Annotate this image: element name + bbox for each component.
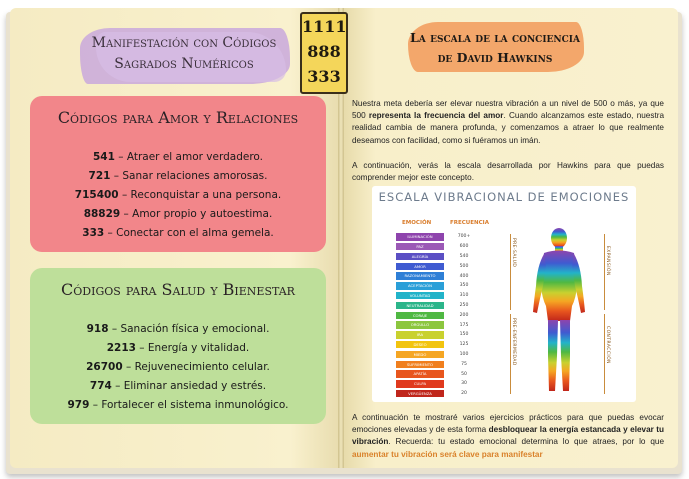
emotion-row	[396, 232, 506, 242]
frequency-value: 600	[459, 244, 469, 250]
chart-title: ESCALA VIBRACIONAL DE EMOCIONES	[378, 190, 630, 204]
emotion-row	[396, 389, 506, 399]
human-silhouette-icon	[524, 226, 594, 396]
emotion-row	[396, 330, 506, 340]
frequency-value: 200	[459, 312, 469, 318]
intro-text-bold: representa la frecuencia del amor	[368, 111, 504, 121]
code-description: – Fortalecer el sistema inmunológico.	[89, 399, 289, 411]
love-codes-card	[30, 96, 326, 252]
emotion-bars	[396, 232, 506, 399]
pre-salud-label: PRE-SALUD	[511, 238, 516, 268]
exercises-text-highlight: aumentar tu vibración será clave para manifestar	[352, 449, 543, 459]
scale-intro-paragraph: A continuación, verás la escala desarrollada por Hawkins para que puedas comprender mejor este concepto.	[352, 161, 664, 183]
emotion-bar: ILUMINACIÓN	[396, 233, 444, 240]
health-codes-title: Códigos para Salud y Bienestar	[61, 280, 295, 299]
emotion-bar: ALEGRÍA	[396, 253, 444, 260]
frequency-value: 30	[461, 381, 467, 387]
code-number: 2213	[106, 342, 136, 354]
frequency-value: 540	[459, 253, 469, 259]
code-number: 715400	[74, 189, 119, 201]
frequency-value: 250	[459, 302, 469, 308]
code-number: 774	[89, 380, 112, 392]
code-description: – Rejuvenecimiento celular.	[122, 361, 270, 373]
emotion-row	[396, 350, 506, 360]
right-page-title	[400, 28, 590, 68]
emotion-row	[396, 261, 506, 271]
vibration-scale-chart	[372, 186, 636, 402]
frequency-value: 20	[461, 391, 467, 397]
code-item	[30, 224, 326, 243]
emotion-bar: CULPA	[396, 380, 444, 387]
emotion-row	[396, 291, 506, 301]
emotion-bar: SUFRIMIENTO	[396, 361, 444, 368]
code-item	[30, 396, 326, 415]
code-number: 26700	[86, 361, 123, 373]
emotion-row	[396, 320, 506, 330]
intro-text-c: . Cuando alcanzamos este estado, nuestra realidad cambia de manera profunda, y comenzamos a atraer lo que realmente deseamos con facilidad, como si fuéramos un imán.	[352, 111, 665, 145]
code-number: 721	[88, 170, 111, 182]
number-1111: 1111	[302, 17, 347, 36]
code-number: 918	[86, 323, 109, 335]
emotion-bar: VERGÜENZA	[396, 390, 444, 397]
frequency-column-header: FRECUENCIA	[450, 220, 489, 226]
frequency-value: 75	[461, 361, 467, 367]
left-page-title	[84, 33, 284, 75]
emotion-row	[396, 359, 506, 369]
frequency-value: 310	[459, 293, 469, 299]
code-description: – Energía y vitalidad.	[135, 342, 250, 354]
emotion-bar: IRA	[396, 331, 444, 338]
right-title-line1: La escala de la conciencia	[409, 30, 581, 45]
code-item	[30, 377, 326, 396]
emotion-row	[396, 340, 506, 350]
right-title-line2: de David Hawkins	[437, 50, 553, 65]
emotion-row	[396, 369, 506, 379]
contraccion-label: CONTRACCIÓN	[605, 326, 610, 364]
emotion-bar: DESEO	[396, 341, 444, 348]
frequency-value: 50	[461, 371, 467, 377]
emotion-row	[396, 379, 506, 389]
frequency-value: 150	[459, 332, 469, 338]
love-codes-list	[30, 148, 326, 243]
pre-enfermedad-label: PRE-ENFERMEDAD	[511, 318, 516, 366]
code-item	[30, 148, 326, 167]
sacred-numbers-box	[300, 12, 348, 94]
frequency-value: 125	[459, 342, 469, 348]
code-description: – Sanar relaciones amorosas.	[110, 170, 268, 182]
expansion-label: EXPANSIÓN	[605, 246, 610, 276]
code-description: – Amor propio y autoestima.	[120, 208, 273, 220]
love-codes-title: Códigos para Amor y Relaciones	[57, 108, 299, 127]
exercises-text-a: A continuación te mostraré varios ejercicios prácticos para que puedas evocar emociones elevadas y de esta forma	[352, 413, 664, 435]
code-description: – Eliminar ansiedad y estrés.	[111, 380, 267, 392]
exercises-text-bold: desbloquear la energía estancada y elevar tu vibración	[352, 425, 664, 447]
frequency-value: 400	[459, 273, 469, 279]
emotion-row	[396, 252, 506, 262]
emotion-row	[396, 281, 506, 291]
code-number: 541	[93, 151, 115, 163]
left-title-line2: Sagrados Numéricos	[114, 56, 254, 72]
code-item	[30, 167, 326, 186]
frequency-value: 700+	[457, 234, 471, 240]
frequency-value: 175	[459, 322, 469, 328]
emotion-bar: ACEPTACIÓN	[396, 282, 444, 289]
left-title-line1: Manifestación con Códigos	[91, 35, 277, 51]
code-description: – Sanación física y emocional.	[108, 323, 270, 335]
health-codes-list	[30, 320, 326, 415]
emotion-bar: CORAJE	[396, 312, 444, 319]
frequency-value: 350	[459, 283, 469, 289]
intro-text-a: Nuestra meta debería ser elevar nuestra vibración a un nivel de 500 o más, ya que 500	[352, 99, 664, 121]
code-item	[30, 320, 326, 339]
emotion-bar: APATÍA	[396, 370, 444, 377]
emotion-row	[396, 271, 506, 281]
health-codes-card	[30, 268, 326, 424]
emotion-bar: ORGULLO	[396, 321, 444, 328]
emotion-bar: NEUTRALIDAD	[396, 302, 444, 309]
emotion-bar: PAZ	[396, 243, 444, 250]
emotion-bar: VOLUNTAD	[396, 292, 444, 299]
code-item	[30, 186, 326, 205]
exercises-paragraph	[352, 412, 664, 461]
code-number: 88829	[83, 208, 121, 220]
emotion-row	[396, 242, 506, 252]
emotion-row	[396, 310, 506, 320]
emotion-row	[396, 301, 506, 311]
emotion-bar: AMOR	[396, 263, 444, 270]
code-item	[30, 339, 326, 358]
frequency-value: 100	[459, 351, 469, 357]
emotion-column-header: EMOCIÓN	[402, 220, 432, 226]
code-description: – Reconquistar a una persona.	[118, 189, 282, 201]
intro-paragraph	[352, 98, 664, 147]
number-333: 333	[307, 67, 341, 86]
emotion-bar: MIEDO	[396, 351, 444, 358]
code-description: – Atraer el amor verdadero.	[114, 151, 263, 163]
code-description: – Conectar con el alma gemela.	[104, 227, 274, 239]
exercises-text-c: . Recuerda: tu estado emocional determina lo que atraes, por lo que	[388, 437, 664, 447]
code-number: 979	[67, 399, 90, 411]
code-item	[30, 205, 326, 224]
code-number: 333	[82, 227, 105, 239]
frequency-value: 500	[459, 263, 469, 269]
code-item	[30, 358, 326, 377]
number-888: 888	[307, 42, 341, 61]
emotion-bar: RAZONAMIENTO	[396, 272, 444, 279]
